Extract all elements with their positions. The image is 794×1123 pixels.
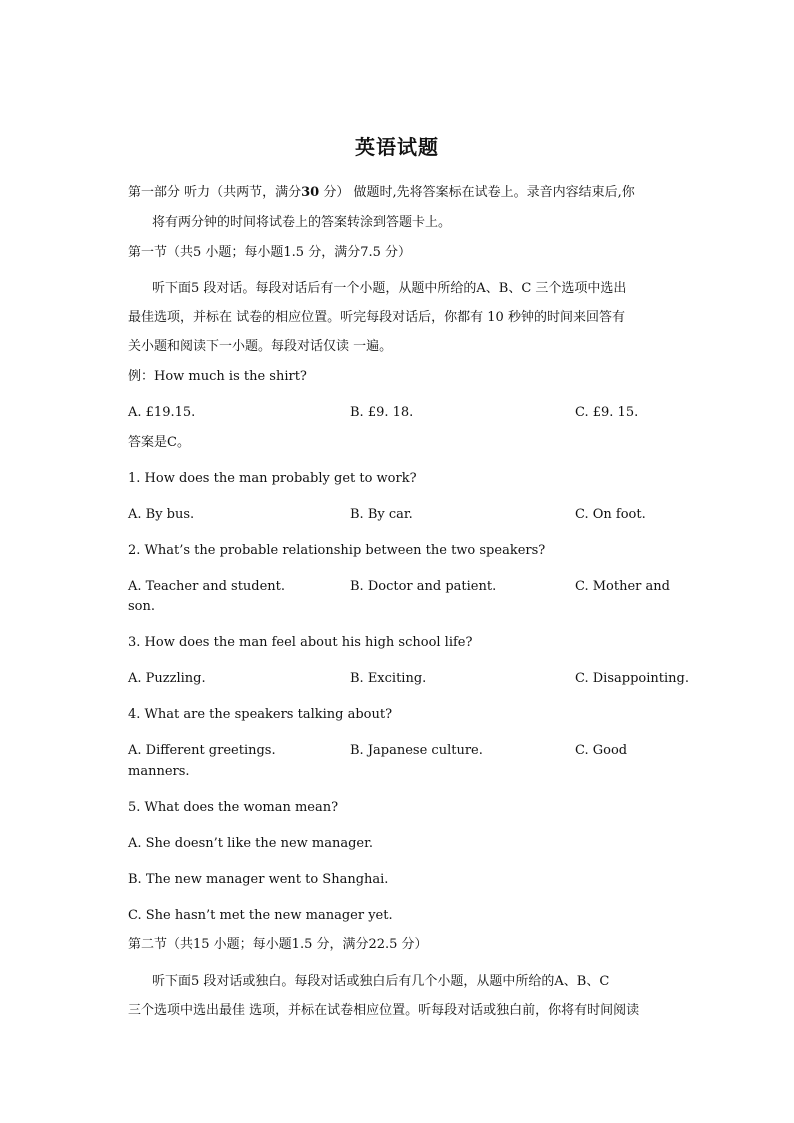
- q4-option-a: A. Different greetings.: [128, 743, 276, 758]
- question-1: 1. How does the man probably get to work?: [128, 471, 417, 486]
- question-3: 3. How does the man feel about his high school life?: [128, 635, 473, 650]
- q1-option-b: B. By car.: [350, 507, 413, 522]
- section1-instruction-line: 最佳选项，并标在 试卷的相应位置。听完每段对话后，你都有 10 秒钟的时间来回答有: [128, 310, 625, 325]
- q2-option-a: A. Teacher and student.: [128, 579, 286, 594]
- example-question: 例：How much is the shirt?: [128, 369, 307, 384]
- example-option-b: B. £9. 18.: [350, 405, 414, 420]
- q4-option-c-wrap: manners.: [128, 764, 190, 779]
- example-answer: 答案是C。: [128, 435, 190, 450]
- page-title: 英语试题: [355, 135, 439, 159]
- q5-option-a: A. She doesn’t like the new manager.: [128, 836, 374, 851]
- example-option-c: C. £9. 15.: [575, 405, 639, 420]
- q3-option-b: B. Exciting.: [350, 671, 427, 686]
- part1-score: 30: [301, 185, 320, 200]
- part1-heading-post: 分） 做题时,先将答案标在试卷上。录音内容结束后,你: [319, 185, 635, 200]
- part1-heading-line2: 将有两分钟的时间将试卷上的答案转涂到答题卡上。: [152, 215, 452, 230]
- q1-option-c: C. On foot.: [575, 507, 646, 522]
- q4-option-c: C. Good: [575, 743, 628, 758]
- q5-option-c: C. She hasn’t met the new manager yet.: [128, 908, 393, 923]
- section2-instruction-line: 听下面5 段对话或独白。每段对话或独白后有几个小题，从题中所给的A、B、C: [152, 974, 610, 989]
- section1-instruction-line: 听下面5 段对话。每段对话后有一个小题，从题中所给的A、B、C 三个选项中选出: [152, 281, 627, 296]
- q4-option-b: B. Japanese culture.: [350, 743, 483, 758]
- question-5: 5. What does the woman mean?: [128, 800, 339, 815]
- q3-option-c: C. Disappointing.: [575, 671, 689, 686]
- section2-instruction-line: 三个选项中选出最佳 选项，并标在试卷相应位置。听每段对话或独白前，你将有时间阅读: [128, 1003, 640, 1018]
- q2-option-c: C. Mother and: [575, 579, 670, 594]
- section1-instruction-line: 关小题和阅读下一小题。每段对话仅读 一遍。: [128, 339, 393, 354]
- question-4: 4. What are the speakers talking about?: [128, 707, 393, 722]
- q3-option-a: A. Puzzling.: [128, 671, 206, 686]
- section2-heading: 第二节（共15 小题；每小题1.5 分，满分22.5 分）: [128, 937, 428, 952]
- example-option-a: A. £19.15.: [128, 405, 196, 420]
- question-2: 2. What’s the probable relationship between the two speakers?: [128, 543, 546, 558]
- q5-option-b: B. The new manager went to Shanghai.: [128, 872, 389, 887]
- q2-option-b: B. Doctor and patient.: [350, 579, 497, 594]
- q1-option-a: A. By bus.: [128, 507, 195, 522]
- part1-heading: [128, 184, 635, 202]
- section1-heading: 第一节（共5 小题；每小题1.5 分，满分7.5 分）: [128, 245, 412, 260]
- q2-option-c-wrap: son.: [128, 599, 156, 614]
- part1-heading-pre: 第一部分 听力（共两节，满分: [128, 185, 302, 200]
